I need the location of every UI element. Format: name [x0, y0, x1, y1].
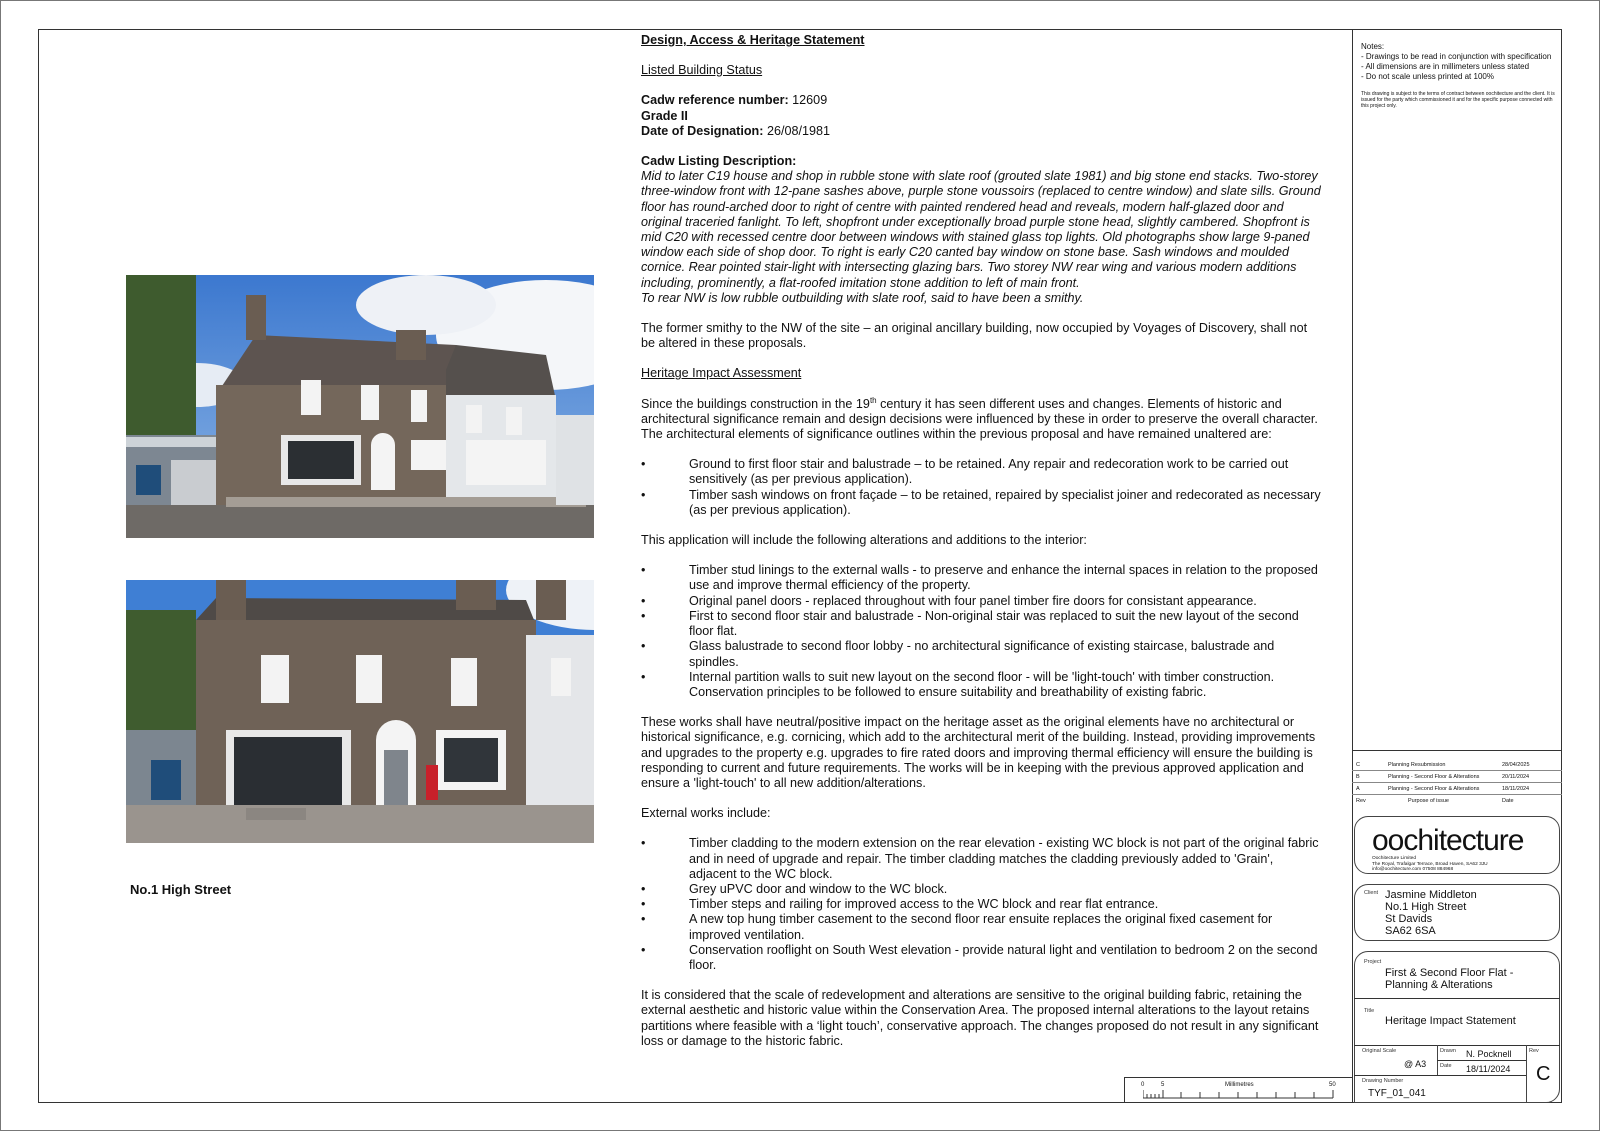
client-postcode: SA62 6SA	[1385, 925, 1436, 937]
heritage-impact-intro	[641, 397, 1322, 443]
cadw-reference-line	[641, 93, 1322, 108]
title-label: Title	[1364, 1008, 1375, 1014]
firm-details	[1372, 856, 1552, 873]
interior-intro: This application will include the following alterations and additions to the interior:	[641, 533, 1087, 548]
list-item: • Grey uPVC door and window to the WC block.	[641, 882, 1322, 897]
external-intro: External works include:	[641, 806, 771, 821]
firm-logo: oochitecture	[1372, 824, 1524, 857]
scale-value: @ A3	[1404, 1059, 1427, 1069]
hia-intro-ordinal: th	[869, 395, 877, 405]
project-details	[1385, 967, 1513, 991]
note-line: - All dimensions are in millimeters unless stated	[1361, 62, 1530, 71]
photo-street-view-front	[126, 580, 594, 843]
list-item: • Internal partition walls to suit new layout on the second floor - will be 'light-touch' with timber construction. Conservation principles to be followed to ensure suitability and breathability of existing fabric.	[641, 670, 1322, 700]
list-item: • A new top hung timber casement to the second floor rear ensuite replaces the original fixed casement for improved ventilation.	[641, 912, 1322, 942]
scale-fifty: 50	[1329, 1082, 1336, 1088]
photo-caption: No.1 High Street	[130, 882, 232, 897]
rev-date: 28/04/2025	[1502, 761, 1530, 768]
firm-address: The Royal, Trafalgar Terrace, Broad Haven, SA62 3JU	[1372, 861, 1488, 867]
listing-description-label: Cadw Listing Description:	[641, 154, 797, 169]
date-value: 18/11/2024	[1466, 1064, 1511, 1074]
conclusion-paragraph: It is considered that the scale of redevelopment and alterations are sensitive to the original building fabric, retaining the external aesthetic and historic value within the Conservation Area. The proposed internal alterations to the layout retains partitions where feasible with a ‘light touch’, conservative approach. The changes proposed do not result in any significant loss or damage to the historic fabric.	[641, 988, 1319, 1048]
list-item: • Original panel doors - replaced throughout with four panel timber fire doors for consistant appearance.	[641, 594, 1322, 609]
revision-table-header	[1352, 795, 1562, 806]
listed-building-heading: Listed Building Status	[641, 63, 763, 78]
client-address-1: No.1 High Street	[1385, 901, 1467, 913]
hia-intro-start: Since the buildings construction in the 19	[641, 396, 870, 411]
drawing-number-divider	[1354, 1075, 1526, 1076]
hia-intro-rest: century it has seen different uses and changes. Elements of historic and architectural significance remain and design decisions were influenced by these in order to preserve the overall character. The architectural elements of significance outlines within the previous proposal and have remained unaltered are:	[641, 396, 1318, 442]
designation-value: 26/08/1981	[766, 123, 830, 138]
external-works-list	[641, 836, 1322, 973]
designation-line	[641, 124, 1322, 139]
title-divider	[1354, 1045, 1560, 1046]
list-item: • Timber sash windows on front façade – to be retained, repaired by specialist joiner and redecorated as necessary (as per previous application).	[641, 488, 1322, 518]
rev-date: 20/11/2024	[1502, 773, 1530, 780]
table-row	[1352, 771, 1562, 783]
list-item: • Conservation rooflight on South West elevation - provide natural light and ventilation to bedroom 2 on the second floor.	[641, 943, 1322, 973]
note-line: - Do not scale unless printed at 100%	[1361, 72, 1494, 81]
title-block	[1352, 29, 1562, 1103]
list-item: • Timber cladding to the modern extension on the rear elevation - existing WC block is not part of the original fabric and in need of upgrade and repair. The timber cladding matches the cladding previously added to 'Grain', adjacent to the WC block.	[641, 836, 1322, 882]
list-item: • Glass balustrade to second floor lobby - no architectural significance of existing staircase, balustrade and spindles.	[641, 639, 1322, 669]
client-label: Client	[1364, 890, 1379, 896]
list-item: • First to second floor stair and balustrade - Non-original stair was replaced to suit the new layout of the second floor flat.	[641, 609, 1322, 639]
rev-label: Rev	[1529, 1048, 1539, 1054]
drawn-value: N. Pocknell	[1466, 1049, 1512, 1059]
listing-description-smithy: To rear NW is low rubble outbuilding with slate roof, said to have been a smithy.	[641, 290, 1084, 305]
table-row	[1352, 783, 1562, 795]
current-revision: C	[1536, 1063, 1551, 1085]
designation-label: Date of Designation:	[641, 123, 764, 138]
rev-header-purpose: Purpose of issue	[1408, 797, 1449, 804]
rev-purpose: Planning Resubmission	[1388, 761, 1446, 768]
drawn-label: Drawn	[1440, 1048, 1456, 1054]
rev-header-rev: Rev	[1356, 797, 1366, 804]
contract-note: This drawing is subject to the terms of contract between oochitecture and the client. It is issued for the party which commissioned it and for the specific purpose connected with this project only.	[1361, 91, 1555, 109]
drawn-divider	[1437, 1060, 1526, 1061]
date-label: Date	[1440, 1063, 1452, 1069]
rev-code: C	[1356, 761, 1360, 768]
impact-paragraph: These works shall have neutral/positive impact on the heritage asset as the original elements have no architectural or historical significance, e.g. cornicing, which add to the architectural merit of the building. Instead, providing improvements and upgrades to the property e.g. upgrades to fire rated doors and improving thermal efficiency will ensure the building is responding to current and future requirements. The works will be in keeping with the previous approved application and ensure a 'light-touch' to all new addition/alterations.	[641, 715, 1316, 790]
rev-date: 18/11/2024	[1502, 785, 1530, 792]
scale-ticks	[1143, 1090, 1335, 1100]
project-line-2: Planning & Alterations	[1385, 979, 1493, 991]
scale-zero: 0	[1141, 1082, 1145, 1088]
scale-label: Original Scale	[1362, 1048, 1397, 1054]
rev-divider	[1526, 1045, 1527, 1103]
interior-works-list	[641, 563, 1322, 700]
firm-contact: info@oochitecture.com 07508 884968	[1372, 867, 1454, 873]
drawing-notes	[1361, 42, 1559, 109]
client-name: Jasmine Middleton	[1385, 889, 1477, 901]
rev-code: A	[1356, 785, 1360, 792]
drawing-title: Heritage Impact Statement	[1385, 1015, 1516, 1027]
listing-description: Mid to later C19 house and shop in rubble stone with slate roof (grouted slate 1981) and big stone end stacks. Two-storey three-window front with 12-pane sashes above, purple stone voussoirs (replaced to centre window) and slate sills. Ground floor has round-arched door to right of centre with painted rendered head and reveals, modern half-glazed door and original traceried fanlight. To left, shopfront under exceptionally broad purple stone head, slightly cambered. Shopfront is mid C20 with recessed centre door between windows with stained glass top lights. Old photographs show large 9-paned window each side of shop door. To right is early C20 canted bay window on stone base. Sash windows and moulded cornice. Rear pointed stair-light with intersecting glazing bars. Two storey NW rear wing and various modern additions including, prominently, a flat-roofed imitation stone addition to left of main front.	[641, 169, 1321, 290]
scale-five: 5	[1161, 1082, 1165, 1088]
client-address-2: St Davids	[1385, 913, 1433, 925]
cadw-ref-label: Cadw reference number:	[641, 93, 789, 108]
rev-header-date: Date	[1502, 797, 1514, 804]
cadw-ref-value: 12609	[792, 93, 828, 108]
firm-name: Oochitecture Limited	[1372, 856, 1416, 861]
title-block-divider	[1352, 750, 1562, 751]
scale-bar	[1124, 1077, 1352, 1103]
smithy-paragraph: The former smithy to the NW of the site – an original ancillary building, now occupied by Voyages of Discovery, shall not be altered in these proposals.	[641, 321, 1308, 351]
table-row	[1352, 759, 1562, 771]
project-divider	[1354, 998, 1560, 999]
client-details	[1385, 889, 1477, 937]
building-photo-2-illustration	[126, 580, 594, 843]
rev-code: B	[1356, 773, 1360, 780]
list-item: • Timber stud linings to the external walls - to preserve and enhance the internal spaces in relation to the proposed use and improve thermal efficiency of the property.	[641, 563, 1322, 593]
note-line: - Drawings to be read in conjunction with specification	[1361, 52, 1552, 61]
notes-heading: Notes:	[1361, 42, 1385, 51]
statement-title: Design, Access & Heritage Statement	[641, 33, 865, 47]
drawing-number: TYF_01_041	[1368, 1088, 1426, 1099]
list-item: • Timber steps and railing for improved access to the WC block and rear flat entrance.	[641, 897, 1322, 912]
project-line-1: First & Second Floor Flat -	[1385, 967, 1514, 979]
heritage-statement-body	[641, 33, 1322, 1049]
drawing-number-label: Drawing Number	[1362, 1078, 1404, 1084]
building-photo-1-illustration	[126, 275, 594, 538]
rev-purpose: Planning - Second Floor & Alterations	[1388, 785, 1480, 792]
photo-street-view-angled	[126, 275, 594, 538]
retained-elements-list	[641, 457, 1322, 518]
scale-units: Millimetres	[1225, 1082, 1254, 1088]
rev-purpose: Planning - Second Floor & Alterations	[1388, 773, 1480, 780]
revision-table	[1352, 759, 1562, 806]
heritage-impact-heading: Heritage Impact Assessment	[641, 366, 802, 381]
listing-grade: Grade II	[641, 108, 688, 123]
list-item: • Ground to first floor stair and balustrade – to be retained. Any repair and redecoration work to be carried out sensitively (as per previous application).	[641, 457, 1322, 487]
project-label: Project	[1364, 959, 1382, 965]
